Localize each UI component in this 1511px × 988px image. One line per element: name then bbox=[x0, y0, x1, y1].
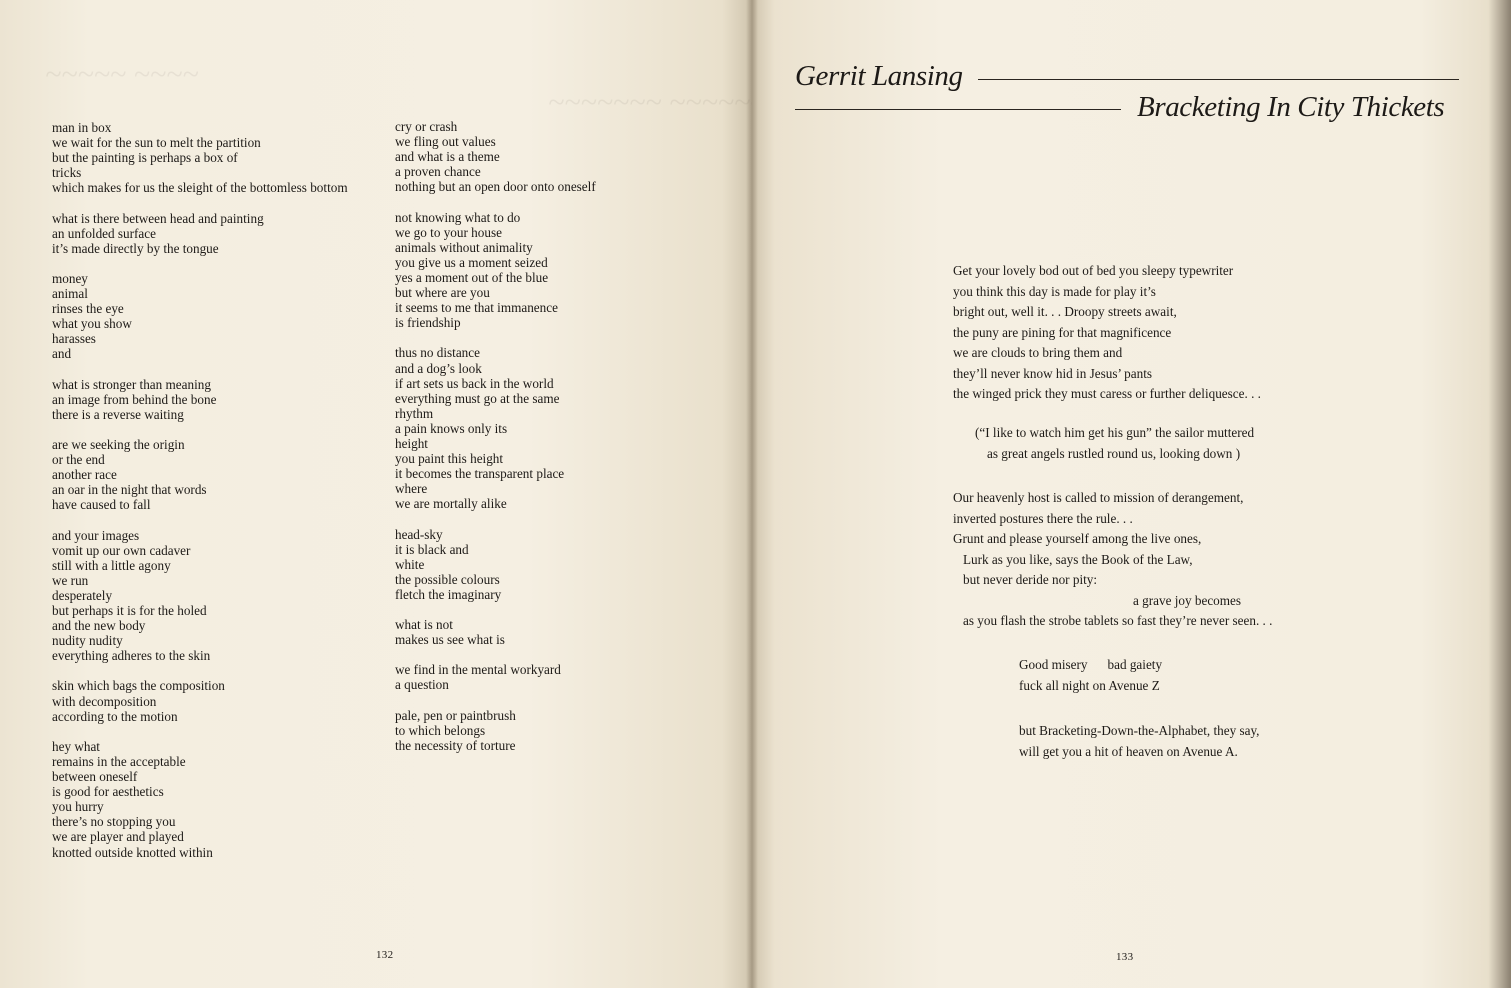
poem-stanza bbox=[52, 120, 348, 195]
poem-line: we are clouds to bring them and bbox=[953, 345, 1123, 360]
poem-line: money bbox=[52, 270, 88, 286]
poem-line: Get your lovely bod out of bed you sleepy typewriter bbox=[953, 263, 1234, 278]
poem-line: animals without animality bbox=[395, 239, 533, 255]
poem-line: we are mortally alike bbox=[395, 496, 507, 512]
poem-line: we find in the mental workyard bbox=[395, 662, 561, 678]
author-name: Gerrit Lansing bbox=[795, 60, 963, 92]
poem-stanza-3 bbox=[1019, 655, 1162, 696]
poem-line: but Bracketing-Down-the-Alphabet, they say, bbox=[1019, 723, 1260, 738]
poem-line: an oar in the night that words bbox=[52, 482, 207, 498]
poem-line: it seems to me that immanence bbox=[395, 300, 558, 316]
poem-line: an unfolded surface bbox=[52, 225, 156, 241]
poem-line: what you show bbox=[52, 316, 132, 332]
poem-line: an image from behind the bone bbox=[52, 391, 217, 407]
poem-line: vomit up our own cadaver bbox=[52, 542, 191, 558]
poem-stanza bbox=[395, 662, 596, 692]
poem-line: and your images bbox=[52, 527, 140, 543]
poem-line: rhythm bbox=[395, 405, 434, 421]
poem-line: a pain knows only its bbox=[395, 420, 508, 436]
poem-stanza bbox=[52, 211, 348, 256]
poem-stanza bbox=[395, 210, 596, 331]
poem-stanza bbox=[52, 377, 348, 422]
poem-line: fletch the imaginary bbox=[395, 586, 502, 602]
poem-line: height bbox=[395, 435, 428, 451]
poem-line: another race bbox=[52, 467, 117, 483]
poem-line: and the new body bbox=[52, 618, 146, 634]
poem-line: desperately bbox=[52, 587, 113, 603]
poem-line: the possible colours bbox=[395, 571, 500, 587]
poem-line: bright out, well it. . . Droopy streets await, bbox=[953, 304, 1177, 319]
poem-line: you think this day is made for play it’s bbox=[953, 283, 1156, 299]
poem-line: yes a moment out of the blue bbox=[395, 269, 549, 285]
poem-line: between oneself bbox=[52, 769, 138, 785]
poem-line: you give us a moment seized bbox=[395, 254, 548, 270]
poem-line: there is a reverse waiting bbox=[52, 406, 184, 422]
header-rule-top bbox=[978, 79, 1459, 80]
poem-line: the winged prick they must caress or further deliquesce. . . bbox=[953, 386, 1261, 401]
poem-line: the puny are pining for that magnificence bbox=[953, 324, 1172, 340]
poem-line: knotted outside knotted within bbox=[52, 844, 213, 860]
poem-stanza bbox=[395, 527, 596, 602]
poem-stanza bbox=[52, 678, 348, 723]
aside-line: (“I like to watch him get his gun” the sailor muttered bbox=[975, 425, 1255, 440]
poem-line: and a dog’s look bbox=[395, 360, 482, 376]
poem-stanza bbox=[52, 739, 348, 860]
poem-line: there’s no stopping you bbox=[52, 814, 176, 830]
poem-stanza-4 bbox=[1019, 721, 1259, 762]
aside-line: as great angels rustled round us, looking down ) bbox=[987, 445, 1241, 461]
poem-line: it’s made directly by the tongue bbox=[52, 240, 219, 256]
poem-line: fuck all night on Avenue Z bbox=[1019, 677, 1160, 693]
poem-stanza bbox=[395, 708, 596, 753]
poem-line: head-sky bbox=[395, 526, 443, 542]
poem-line: what is not bbox=[395, 617, 453, 633]
poem-line: cry or crash bbox=[395, 119, 458, 134]
poem-line: not knowing what to do bbox=[395, 209, 521, 225]
show-through-text: ~~~~~ ~~~~ bbox=[45, 58, 199, 91]
poem-line: the necessity of torture bbox=[395, 737, 516, 753]
poem-line: where bbox=[395, 481, 428, 497]
poem-line: if art sets us back in the world bbox=[395, 375, 554, 391]
poem-line: a proven chance bbox=[395, 164, 481, 180]
poem-column-2 bbox=[395, 119, 596, 768]
poem-line: nothing but an open door onto oneself bbox=[395, 179, 596, 195]
poem-line: is friendship bbox=[395, 315, 461, 331]
poem-line: with decomposition bbox=[52, 693, 157, 709]
poem-line: but never deride nor pity: bbox=[963, 572, 1098, 587]
poem-line: you paint this height bbox=[395, 451, 504, 467]
header-rule-bottom bbox=[795, 109, 1121, 110]
poem-line: Grunt and please yourself among the live ones, bbox=[953, 531, 1202, 546]
poem-line: Lurk as you like, says the Book of the Law, bbox=[963, 551, 1193, 567]
poem-line: nudity nudity bbox=[52, 633, 123, 649]
poem-line: we fling out values bbox=[395, 134, 496, 150]
poem-line: rinses the eye bbox=[52, 301, 124, 317]
poem-line: thus no distance bbox=[395, 345, 480, 361]
poem-line: or the end bbox=[52, 452, 105, 468]
poem-stanza bbox=[52, 528, 348, 664]
poem-line: inverted postures there the rule. . . bbox=[953, 510, 1133, 526]
poem-phrase: bad gaiety bbox=[1107, 657, 1163, 672]
poem-line: which makes for us the sleight of the bottomless bottom bbox=[52, 180, 348, 196]
poem-stanza-2 bbox=[953, 488, 1272, 632]
poem-stanza bbox=[395, 119, 596, 194]
poem-stanza bbox=[395, 345, 596, 511]
poem-line: tricks bbox=[52, 165, 82, 181]
poem-line: it is black and bbox=[395, 541, 469, 557]
poem-line: are we seeking the origin bbox=[52, 436, 185, 452]
poem-line: will get you a hit of heaven on Avenue A. bbox=[1019, 743, 1238, 759]
poem-stanza bbox=[395, 617, 596, 647]
poem-line: harasses bbox=[52, 331, 96, 347]
book-gutter bbox=[746, 0, 758, 988]
poem-line: we run bbox=[52, 572, 89, 588]
poem-line: we go to your house bbox=[395, 224, 502, 240]
show-through-text: ~~~~~~~ ~~~~~~ bbox=[548, 86, 767, 119]
poem-line: everything must go at the same bbox=[395, 390, 560, 406]
poem-line: to which belongs bbox=[395, 722, 486, 738]
poem-aside bbox=[975, 423, 1254, 464]
poem-line: we are player and played bbox=[52, 829, 184, 845]
poem-line: everything adheres to the skin bbox=[52, 648, 211, 664]
poem-line: remains in the acceptable bbox=[52, 753, 186, 769]
poem-line: and bbox=[52, 346, 72, 362]
poem-column-1 bbox=[52, 120, 348, 875]
poem-line: is good for aesthetics bbox=[52, 784, 164, 800]
poem-line: according to the motion bbox=[52, 708, 178, 724]
poem-line: but the painting is perhaps a box of bbox=[52, 150, 238, 166]
poem-line: man in box bbox=[52, 120, 112, 135]
poem-line: still with a little agony bbox=[52, 557, 171, 573]
page-number-left: 132 bbox=[376, 949, 394, 961]
poem-line: what is there between head and painting bbox=[52, 210, 264, 226]
page-number-right: 133 bbox=[1116, 951, 1134, 963]
poem-line: but perhaps it is for the holed bbox=[52, 603, 207, 618]
poem-line: but where are you bbox=[395, 285, 490, 301]
poem-line: and what is a theme bbox=[395, 149, 500, 165]
poem-line: Our heavenly host is called to mission of derangement, bbox=[953, 490, 1244, 505]
poem-stanza bbox=[52, 437, 348, 512]
poem-line: it becomes the transparent place bbox=[395, 466, 565, 482]
poem-line: a question bbox=[395, 677, 449, 693]
poem-line: you hurry bbox=[52, 799, 104, 815]
poem-line: we wait for the sun to melt the partition bbox=[52, 135, 261, 151]
poem-title: Bracketing In City Thickets bbox=[1137, 91, 1445, 123]
poem-line: as you flash the strobe tablets so fast they’re never seen. . . bbox=[963, 613, 1273, 628]
poem-line: pale, pen or paintbrush bbox=[395, 707, 516, 723]
poem-line: white bbox=[395, 556, 425, 572]
poem-line: have caused to fall bbox=[52, 497, 151, 513]
poem-line: animal bbox=[52, 286, 88, 302]
poem-phrase: Good misery bbox=[1019, 657, 1088, 672]
poem-line: what is stronger than meaning bbox=[52, 376, 211, 392]
poem-stanza bbox=[52, 271, 348, 362]
poem-line bbox=[1019, 655, 1162, 676]
poem-line: a grave joy becomes bbox=[1133, 592, 1242, 608]
poem-line: they’ll never know hid in Jesus’ pants bbox=[953, 365, 1152, 381]
poem-line: skin which bags the composition bbox=[52, 678, 225, 694]
poem-line: makes us see what is bbox=[395, 632, 505, 648]
poem-stanza-1 bbox=[953, 261, 1261, 405]
poem-line: hey what bbox=[52, 738, 100, 754]
